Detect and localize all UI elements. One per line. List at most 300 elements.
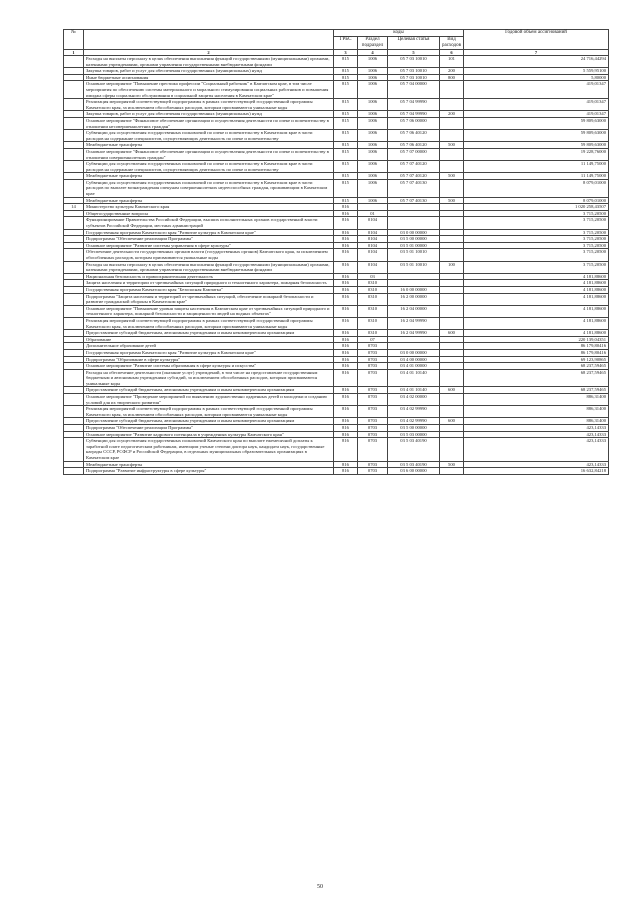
row-target: [388, 217, 440, 229]
table-row: [64, 343, 609, 350]
col-number: 4: [358, 50, 388, 56]
row-number: [64, 148, 84, 160]
row-target: 05 7 06 00000: [388, 117, 440, 129]
row-amount: 220 139,04351: [464, 336, 609, 343]
row-grbs: 816: [334, 305, 358, 317]
row-grbs: 815: [334, 81, 358, 99]
row-amount: 4 181,88600: [464, 330, 609, 337]
row-target: 16 2 04 00000: [388, 305, 440, 317]
row-amount: 886,31400: [464, 394, 609, 406]
row-section: 0310: [358, 305, 388, 317]
row-vid: [440, 431, 464, 438]
row-amount: 3 715,20500: [464, 242, 609, 249]
row-target: 16 2 04 99990: [388, 330, 440, 337]
row-number: [64, 99, 84, 111]
row-vid: [440, 210, 464, 217]
row-number: [64, 173, 84, 180]
row-number: [64, 369, 84, 387]
row-number: [64, 81, 84, 99]
table-row: [64, 161, 609, 173]
row-number: [64, 468, 84, 475]
row-grbs: 816: [334, 273, 358, 280]
row-name: Реализация мероприятий соответствующей подпрограммы в рамках соответствующей государственной программы Камчатского края, за исключением обособленных расходов, которым присваиваются уникальные коды: [84, 99, 334, 111]
table-row: [64, 349, 609, 356]
row-grbs: 815: [334, 111, 358, 118]
row-grbs: 816: [334, 343, 358, 350]
col-amount-header: Годовой объем ассигнований: [464, 30, 609, 50]
row-name: Основное мероприятие "Развитие системы управления в сфере культуры": [84, 242, 334, 249]
table-row: [64, 130, 609, 142]
row-name: Межбюджетные трансферты: [84, 461, 334, 468]
table-row: [64, 242, 609, 249]
row-target: 03 4 01 10140: [388, 387, 440, 394]
row-section: 0703: [358, 349, 388, 356]
row-section: 0703: [358, 425, 388, 432]
row-name: Основное мероприятие "Проведение мероприятий по выявлению художественно одаренных детей и молодежи и созданию условий для их творческого развития": [84, 394, 334, 406]
row-amount: 419,01347: [464, 81, 609, 99]
row-vid: [440, 236, 464, 243]
table-row: [64, 305, 609, 317]
row-amount: 86 179,80416: [464, 349, 609, 356]
row-grbs: 816: [334, 394, 358, 406]
row-amount: 8 079,01000: [464, 197, 609, 204]
row-amount: 423,14333: [464, 461, 609, 468]
row-section: 1006: [358, 111, 388, 118]
row-target: 03 6 00 00000: [388, 468, 440, 475]
row-grbs: 815: [334, 74, 358, 81]
row-name: Основное мероприятие "Финансовое обеспечение организации и осуществления деятельности по опеке и попечительству в отношении несовершеннолетних граждан": [84, 117, 334, 129]
row-name: Подпрограмма "Обеспечение реализации Программы": [84, 425, 334, 432]
row-name: Расходы на выплаты персоналу в целях обеспечения выполнения функций государственными (муниципальными) органами, казенными учреждениями, органами управления государственными внебюджетными фондами: [84, 56, 334, 68]
row-number: [64, 425, 84, 432]
row-name: Реализация мероприятий соответствующей подпрограммы в рамках соответствующей государственной программы Камчатского края, за исключением обособленных расходов, которым присваиваются уникальные коды: [84, 406, 334, 418]
row-name: Расходы на выплаты персоналу в целях обеспечения выполнения функций государственными (муниципальными) органами, казенными учреждениями, органами управления государственными внебюджетными фондами: [84, 261, 334, 273]
table-row: [64, 204, 609, 211]
table-row: [64, 68, 609, 75]
row-section: 0703: [358, 394, 388, 406]
row-vid: [440, 99, 464, 111]
col-number: 1: [64, 50, 84, 56]
row-target: 05 7 07 00000: [388, 148, 440, 160]
row-grbs: 815: [334, 99, 358, 111]
row-vid: [440, 317, 464, 329]
row-target: 05 7 03 10010: [388, 68, 440, 75]
row-amount: 69 123,90865: [464, 356, 609, 363]
row-name: Реализация мероприятий соответствующей подпрограммы в рамках соответствующей государственной программы Камчатского края, за исключением обособленных расходов, которым присваиваются уникальные коды: [84, 317, 334, 329]
row-amount: 3 715,20500: [464, 249, 609, 261]
table-row: [64, 56, 609, 68]
row-name: Субвенции для осуществления государственных полномочий по опеке и попечительству в Камчатском крае в части расходов на содержание специалистов, осуществляющих деятельность по опеке и попечительству: [84, 130, 334, 142]
row-amount: 3 715,20500: [464, 261, 609, 273]
table-row: [64, 273, 609, 280]
col-number: 3: [334, 50, 358, 56]
row-section: 0703: [358, 363, 388, 370]
row-amount: 886,31400: [464, 418, 609, 425]
row-grbs: 816: [334, 363, 358, 370]
row-number: [64, 418, 84, 425]
row-target: 03 0 00 00000: [388, 349, 440, 356]
row-name: Основное мероприятие "Повышение уровня защиты населения в Камчатском крае от чрезвычайных ситуаций природного и техногенного характера, пожарной безопасности и защищенности людей на водных объектах": [84, 305, 334, 317]
table-row: [64, 111, 609, 118]
row-section: 0703: [358, 468, 388, 475]
row-number: [64, 461, 84, 468]
row-section: 1006: [358, 117, 388, 129]
row-amount: 419,01347: [464, 111, 609, 118]
row-name: Межбюджетные трансферты: [84, 197, 334, 204]
row-number: [64, 130, 84, 142]
row-name: Подпрограмма "Образование в сфере культуры": [84, 356, 334, 363]
table-row: [64, 461, 609, 468]
row-target: 16 0 00 00000: [388, 286, 440, 293]
row-name: Подпрограмма "Обеспечение реализации Программы": [84, 236, 334, 243]
row-vid: 200: [440, 111, 464, 118]
row-target: 03 5 03 40190: [388, 438, 440, 461]
row-amount: 59 809,63000: [464, 142, 609, 149]
table-row: [64, 293, 609, 305]
row-target: 03 5 01 00000: [388, 242, 440, 249]
row-section: 0703: [358, 438, 388, 461]
row-section: [358, 204, 388, 211]
row-vid: 200: [440, 68, 464, 75]
row-vid: [440, 336, 464, 343]
row-number: [64, 336, 84, 343]
row-grbs: 815: [334, 68, 358, 75]
row-vid: 500: [440, 142, 464, 149]
row-number: [64, 343, 84, 350]
col-section-header: Раздел подраздел: [358, 37, 388, 50]
row-amount: 4 181,88600: [464, 317, 609, 329]
row-grbs: 816: [334, 249, 358, 261]
row-target: 03 5 00 00000: [388, 236, 440, 243]
row-amount: 4 181,88600: [464, 305, 609, 317]
row-number: [64, 242, 84, 249]
row-target: 05 7 06 40120: [388, 142, 440, 149]
row-amount: 423,14333: [464, 431, 609, 438]
row-target: [388, 343, 440, 350]
row-target: 03 4 01 00000: [388, 363, 440, 370]
row-vid: [440, 343, 464, 350]
col-no-header: №: [64, 30, 84, 50]
row-vid: 600: [440, 330, 464, 337]
row-vid: [440, 130, 464, 142]
row-target: 05 7 03 10010: [388, 56, 440, 68]
row-vid: [440, 286, 464, 293]
row-vid: 100: [440, 261, 464, 273]
row-grbs: 816: [334, 349, 358, 356]
row-section: 0310: [358, 330, 388, 337]
row-target: 03 4 02 99990: [388, 406, 440, 418]
row-section: 1006: [358, 179, 388, 197]
row-vid: 101: [440, 56, 464, 68]
budget-table: [63, 29, 609, 475]
row-section: 0104: [358, 242, 388, 249]
col-target-header: Целевая статья: [388, 37, 440, 50]
row-section: 1006: [358, 74, 388, 81]
row-name: Государственная программа Камчатского края "Развитие культуры в Камчатском крае": [84, 349, 334, 356]
row-number: [64, 56, 84, 68]
table-row: [64, 438, 609, 461]
row-amount: 423,14333: [464, 425, 609, 432]
row-target: 05 7 04 99990: [388, 111, 440, 118]
row-number: [64, 387, 84, 394]
row-grbs: 815: [334, 148, 358, 160]
row-number: [64, 68, 84, 75]
table-row: [64, 336, 609, 343]
row-target: 03 4 01 10140: [388, 369, 440, 387]
row-number: [64, 142, 84, 149]
row-grbs: 816: [334, 280, 358, 287]
row-number: [64, 394, 84, 406]
row-amount: 4 181,88600: [464, 273, 609, 280]
row-name: Образование: [84, 336, 334, 343]
table-row: [64, 217, 609, 229]
table-row: [64, 74, 609, 81]
row-grbs: 815: [334, 197, 358, 204]
row-section: 1006: [358, 148, 388, 160]
row-target: 03 4 02 00000: [388, 394, 440, 406]
row-grbs: 816: [334, 210, 358, 217]
row-grbs: 816: [334, 236, 358, 243]
row-target: 03 5 01 10010: [388, 261, 440, 273]
row-amount: 5,80000: [464, 74, 609, 81]
row-name: Иные бюджетные ассигнования: [84, 74, 334, 81]
table-row: [64, 394, 609, 406]
row-name: Общегосударственные вопросы: [84, 210, 334, 217]
row-vid: [440, 394, 464, 406]
row-name: Межбюджетные трансферты: [84, 173, 334, 180]
row-name: Подпрограмма "Развитие инфраструктуры в сфере культуры": [84, 468, 334, 475]
row-section: 1006: [358, 142, 388, 149]
row-target: 05 7 03 10010: [388, 74, 440, 81]
row-grbs: 816: [334, 387, 358, 394]
row-vid: 800: [440, 74, 464, 81]
row-grbs: 815: [334, 117, 358, 129]
row-section: 1006: [358, 99, 388, 111]
row-target: 03 5 03 40190: [388, 461, 440, 468]
row-grbs: 816: [334, 356, 358, 363]
col-number: 2: [84, 50, 334, 56]
row-grbs: 815: [334, 56, 358, 68]
row-amount: 419,01347: [464, 99, 609, 111]
table-row: [64, 148, 609, 160]
row-section: 1006: [358, 130, 388, 142]
row-grbs: 816: [334, 229, 358, 236]
row-number: [64, 179, 84, 197]
table-row: [64, 317, 609, 329]
row-amount: 11 149,75000: [464, 161, 609, 173]
row-name: Предоставление субсидий бюджетным, автономным учреждениям и иным некоммерческим организациям: [84, 418, 334, 425]
row-target: 05 7 06 40120: [388, 130, 440, 142]
row-vid: [440, 217, 464, 229]
row-vid: [440, 438, 464, 461]
col-vid-header: Вид расходов: [440, 37, 464, 50]
row-name: Обеспечение деятельности государственных органов власти (государственных органов) Камчатского края, за исключением обособленных расходов, которым присваиваются уникальные коды: [84, 249, 334, 261]
row-number: [64, 286, 84, 293]
row-number: [64, 117, 84, 129]
row-number: [64, 431, 84, 438]
row-name: Закупка товаров, работ и услуг для обеспечения государственных (муниципальных) нужд: [84, 111, 334, 118]
table-row: [64, 425, 609, 432]
row-section: 01: [358, 210, 388, 217]
table-row: [64, 229, 609, 236]
row-target: 16 2 04 99990: [388, 317, 440, 329]
row-vid: [440, 81, 464, 99]
row-amount: 68 237,59465: [464, 387, 609, 394]
table-row: [64, 249, 609, 261]
row-section: 0104: [358, 249, 388, 261]
row-section: 0703: [358, 406, 388, 418]
row-target: 16 2 00 00000: [388, 293, 440, 305]
row-amount: 423,14333: [464, 438, 609, 461]
row-vid: [440, 161, 464, 173]
table-row: [64, 173, 609, 180]
row-name: Предоставление субсидий бюджетным, автономным учреждениям и иным некоммерческим организациям: [84, 387, 334, 394]
row-vid: 500: [440, 461, 464, 468]
row-vid: [440, 273, 464, 280]
row-vid: 500: [440, 173, 464, 180]
row-section: 1006: [358, 197, 388, 204]
row-vid: [440, 280, 464, 287]
row-section: 0310: [358, 280, 388, 287]
row-name: Национальная безопасность и правоохранительная деятельность: [84, 273, 334, 280]
row-number: [64, 111, 84, 118]
table-row: [64, 286, 609, 293]
row-number: [64, 217, 84, 229]
row-section: 1006: [358, 56, 388, 68]
table-row: [64, 468, 609, 475]
table-row: [64, 356, 609, 363]
row-target: 03 4 02 99990: [388, 418, 440, 425]
row-grbs: 816: [334, 330, 358, 337]
row-target: 05 7 04 99990: [388, 99, 440, 111]
row-vid: [440, 369, 464, 387]
row-vid: [440, 249, 464, 261]
row-vid: [440, 229, 464, 236]
row-section: 1006: [358, 161, 388, 173]
row-target: 05 7 04 00000: [388, 81, 440, 99]
col-grbs-header: ГРБС: [334, 37, 358, 50]
row-amount: 68 237,59465: [464, 369, 609, 387]
row-amount: 1 020 258,43507: [464, 204, 609, 211]
row-number: [64, 261, 84, 273]
row-number: [64, 236, 84, 243]
row-name: Межбюджетные трансферты: [84, 142, 334, 149]
table-row: [64, 236, 609, 243]
row-grbs: 816: [334, 461, 358, 468]
page-number: 50: [317, 884, 323, 890]
row-name: Закупка товаров, работ и услуг для обеспечения государственных (муниципальных) нужд: [84, 68, 334, 75]
row-number: [64, 229, 84, 236]
row-name: Расходы на обеспечение деятельности (оказание услуг) учреждений, в том числе на предоставление государственным бюджетным и автономным учреждениям субсидий, за исключением обособленных расходов, которым присваиваются уникальные коды: [84, 369, 334, 387]
row-number: [64, 249, 84, 261]
row-target: [388, 210, 440, 217]
row-grbs: 816: [334, 286, 358, 293]
row-section: 0703: [358, 369, 388, 387]
row-name: Защита населения и территории от чрезвычайных ситуаций природного и техногенного характера, пожарная безопасность: [84, 280, 334, 287]
row-grbs: 816: [334, 431, 358, 438]
row-section: 0703: [358, 343, 388, 350]
row-grbs: 815: [334, 179, 358, 197]
row-vid: [440, 356, 464, 363]
row-section: 0703: [358, 418, 388, 425]
row-target: 05 7 07 40120: [388, 173, 440, 180]
row-target: 03 5 03 00000: [388, 431, 440, 438]
row-section: 1006: [358, 68, 388, 75]
row-number: [64, 161, 84, 173]
row-amount: 4 181,88600: [464, 286, 609, 293]
row-target: 03 5 01 10010: [388, 249, 440, 261]
row-amount: 5 559,95100: [464, 68, 609, 75]
table-row: [64, 81, 609, 99]
row-vid: [440, 406, 464, 418]
row-number: [64, 406, 84, 418]
table-row: [64, 179, 609, 197]
row-amount: 59 809,63000: [464, 117, 609, 129]
row-name: Дополнительное образование детей: [84, 343, 334, 350]
row-number: [64, 349, 84, 356]
row-target: [388, 273, 440, 280]
row-grbs: 816: [334, 425, 358, 432]
row-name: Субвенции для осуществления государственных полномочий по опеке и попечительству в Камчатском крае в части расходов по выплате вознаграждения опекунам совершеннолетних недееспособных граждан, проживающим в Камчатском крае: [84, 179, 334, 197]
row-target: 05 7 07 40120: [388, 161, 440, 173]
row-section: 0104: [358, 217, 388, 229]
row-amount: 19 228,76000: [464, 148, 609, 160]
row-amount: 24 716,44294: [464, 56, 609, 68]
table-row: [64, 406, 609, 418]
row-grbs: 816: [334, 242, 358, 249]
table-row: [64, 197, 609, 204]
row-amount: 3 715,20500: [464, 229, 609, 236]
row-vid: [440, 349, 464, 356]
row-amount: 16 632,84218: [464, 468, 609, 475]
row-number: [64, 210, 84, 217]
row-amount: 3 715,20500: [464, 210, 609, 217]
row-vid: [440, 204, 464, 211]
col-number: 6: [440, 50, 464, 56]
table-row: [64, 387, 609, 394]
table-row: [64, 280, 609, 287]
row-name: Государственная программа Камчатского края "Развитие культуры в Камчатском крае": [84, 229, 334, 236]
row-vid: 500: [440, 197, 464, 204]
row-target: 05 7 07 40130: [388, 197, 440, 204]
row-name: Государственная программа Камчатского края "Безопасная Камчатка": [84, 286, 334, 293]
col-number: 7: [464, 50, 609, 56]
row-name: Основное мероприятие "Финансовое обеспечение организации и осуществления деятельности по опеке и попечительству в отношении совершеннолетних граждан": [84, 148, 334, 160]
row-section: 0310: [358, 293, 388, 305]
row-number: [64, 438, 84, 461]
table-row: [64, 431, 609, 438]
row-number: 14: [64, 204, 84, 211]
row-vid: [440, 117, 464, 129]
row-number: [64, 356, 84, 363]
row-section: 0703: [358, 461, 388, 468]
row-vid: [440, 179, 464, 197]
row-vid: 600: [440, 387, 464, 394]
table-header-row: [64, 30, 609, 37]
row-section: 0310: [358, 286, 388, 293]
row-number: [64, 293, 84, 305]
row-section: 0104: [358, 229, 388, 236]
row-amount: 4 181,88600: [464, 293, 609, 305]
row-amount: 3 715,20500: [464, 236, 609, 243]
table-row: [64, 363, 609, 370]
col-name-header: [84, 30, 334, 50]
row-target: [388, 336, 440, 343]
row-grbs: 816: [334, 418, 358, 425]
col-number: 5: [388, 50, 440, 56]
row-target: 05 7 07 40130: [388, 179, 440, 197]
row-grbs: 816: [334, 204, 358, 211]
